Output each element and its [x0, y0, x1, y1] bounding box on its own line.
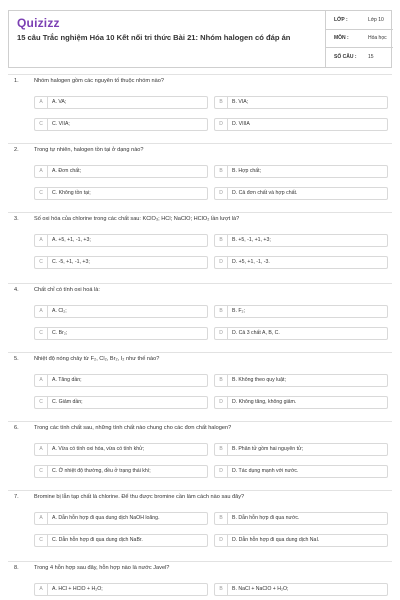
question-divider: [8, 490, 392, 491]
option-letter: C: [35, 119, 48, 130]
option-letter: A: [35, 235, 48, 246]
meta-value: Hóa học: [368, 35, 387, 41]
question-number: 5.: [14, 356, 19, 362]
option-letter: A: [35, 584, 48, 595]
meta-label: SỐ CÂU :: [334, 54, 357, 60]
option-letter: D: [215, 257, 228, 268]
option-text: A. Vừa có tính oxi hóa, vừa có tính khử;: [52, 446, 145, 452]
option-letter: A: [35, 375, 48, 386]
question-number: 3.: [14, 216, 19, 222]
question-text: Trong các tính chất sau, những tính chất nào chung cho các đơn chất halogen?: [34, 425, 232, 431]
question-number: 2.: [14, 147, 19, 153]
option-text: D. VIIIA: [232, 121, 250, 127]
answer-option-b[interactable]: [214, 165, 388, 178]
question-divider: [8, 212, 392, 213]
question-divider: [8, 143, 392, 144]
answer-option-c[interactable]: [34, 327, 208, 340]
option-letter: B: [215, 306, 228, 317]
question-number: 8.: [14, 565, 19, 571]
option-text: D. Cả 3 chất A, B, C.: [232, 330, 280, 336]
option-text: D. Dẫn hỗn hợp đi qua dung dịch NaI.: [232, 537, 320, 543]
answer-option-a[interactable]: [34, 234, 208, 247]
option-letter: A: [35, 513, 48, 524]
option-text: C. Không tồn tại;: [52, 190, 91, 196]
option-letter: D: [215, 119, 228, 130]
question-text: Trong tự nhiên, halogen tồn tại ở dạng nào?: [34, 147, 144, 153]
option-letter: C: [35, 535, 48, 546]
option-letter: D: [215, 188, 228, 199]
meta-value: 15: [368, 54, 374, 60]
option-text: C. Giảm dần;: [52, 399, 83, 405]
answer-option-c[interactable]: [34, 187, 208, 200]
option-text: A. HCl + HClO + H₂O;: [52, 586, 103, 592]
option-letter: D: [215, 535, 228, 546]
option-text: A. Dẫn hỗn hợp đi qua dung dịch NaOH loãng.: [52, 515, 160, 521]
question-divider: [8, 561, 392, 562]
answer-option-d[interactable]: [214, 118, 388, 131]
option-text: D. +5, +1, -1, -3.: [232, 259, 270, 265]
question-text: Bromine bị lẫn tạp chất là chlorine. Để thu được bromine cần làm cách nào sau đây?: [34, 494, 245, 500]
answer-option-d[interactable]: [214, 396, 388, 409]
option-letter: B: [215, 513, 228, 524]
question-divider: [8, 421, 392, 422]
option-letter: A: [35, 166, 48, 177]
answer-option-a[interactable]: [34, 583, 208, 596]
question-number: 7.: [14, 494, 19, 500]
question-number: 4.: [14, 287, 19, 293]
option-letter: C: [35, 328, 48, 339]
answer-option-b[interactable]: [214, 234, 388, 247]
answer-option-c[interactable]: [34, 534, 208, 547]
option-letter: D: [215, 397, 228, 408]
option-letter: D: [215, 466, 228, 477]
question-divider: [8, 352, 392, 353]
option-letter: A: [35, 306, 48, 317]
option-text: D. Tác dụng mạnh với nước.: [232, 468, 299, 474]
meta-label: LỚP :: [334, 17, 348, 23]
meta-value: Lớp 10: [368, 17, 384, 23]
option-letter: C: [35, 466, 48, 477]
meta-row-grade: [326, 11, 393, 30]
option-text: B. Dẫn hỗn hợp đi qua nước.: [232, 515, 300, 521]
answer-option-a[interactable]: [34, 374, 208, 387]
option-letter: C: [35, 257, 48, 268]
meta-panel: [325, 11, 393, 67]
worksheet-header: [8, 10, 392, 68]
option-text: C. Br₂;: [52, 330, 68, 336]
option-text: D. Cả đơn chất và hợp chất.: [232, 190, 298, 196]
answer-option-b[interactable]: [214, 443, 388, 456]
answer-option-b[interactable]: [214, 583, 388, 596]
answer-option-d[interactable]: [214, 327, 388, 340]
answer-option-d[interactable]: [214, 534, 388, 547]
answer-option-a[interactable]: [34, 443, 208, 456]
option-text: B. Hợp chất;: [232, 168, 262, 174]
option-text: A. Đơn chất;: [52, 168, 82, 174]
answer-option-b[interactable]: [214, 512, 388, 525]
meta-row-subject: [326, 29, 393, 48]
answer-option-a[interactable]: [34, 305, 208, 318]
question-text: Nhóm halogen gồm các nguyên tố thuộc nhóm nào?: [34, 78, 164, 84]
option-letter: B: [215, 97, 228, 108]
answer-option-b[interactable]: [214, 374, 388, 387]
option-text: B. VIA;: [232, 99, 249, 105]
answer-option-b[interactable]: [214, 96, 388, 109]
option-text: C. VIIA;: [52, 121, 70, 127]
worksheet-title: 15 câu Trắc nghiệm Hóa 10 Kết nối tri thức Bài 21: Nhóm halogen có đáp án: [17, 33, 291, 42]
answer-option-d[interactable]: [214, 256, 388, 269]
option-text: A. +5, +1, -1, +3;: [52, 237, 91, 243]
answer-option-a[interactable]: [34, 96, 208, 109]
option-text: C. Ở nhiệt độ thường, đều ở trạng thái khí;: [52, 468, 151, 474]
answer-option-b[interactable]: [214, 305, 388, 318]
answer-option-c[interactable]: [34, 465, 208, 478]
question-number: 6.: [14, 425, 19, 431]
option-text: B. Phân tử gồm hai nguyên tử;: [232, 446, 303, 452]
question-divider: [8, 74, 392, 75]
question-text: Nhiệt độ nóng chảy từ F₂, Cl₂, Br₂, I₂ như thế nào?: [34, 356, 160, 362]
question-text: Số oxi hóa của chlorine trong các chất sau: KClO₃; HCl; NaClO; HClO₂ lần lượt là?: [34, 216, 240, 222]
option-letter: A: [35, 444, 48, 455]
answer-option-c[interactable]: [34, 256, 208, 269]
option-letter: A: [35, 97, 48, 108]
option-letter: B: [215, 166, 228, 177]
option-letter: B: [215, 235, 228, 246]
option-text: B. F₂;: [232, 308, 245, 314]
option-text: B. NaCl + NaClO + H₂O;: [232, 586, 289, 592]
option-text: C. -5, +1, -1, +3;: [52, 259, 90, 265]
option-letter: B: [215, 375, 228, 386]
option-letter: B: [215, 584, 228, 595]
brand-logo: Quizizz: [17, 16, 60, 30]
option-letter: D: [215, 328, 228, 339]
question-text: Chất chỉ có tính oxi hoá là:: [34, 287, 100, 293]
answer-option-a[interactable]: [34, 165, 208, 178]
answer-option-c[interactable]: [34, 118, 208, 131]
option-text: D. Không tăng, không giảm.: [232, 399, 297, 405]
meta-label: MÔN :: [334, 35, 349, 41]
option-text: B. Không theo quy luật;: [232, 377, 286, 383]
option-text: A. Tăng dần;: [52, 377, 82, 383]
meta-row-question-count: [326, 48, 393, 66]
option-letter: C: [35, 188, 48, 199]
option-text: B. +5, -1, +1, +3;: [232, 237, 271, 243]
option-text: A. VA;: [52, 99, 67, 105]
answer-option-d[interactable]: [214, 187, 388, 200]
option-text: A. Cl₂;: [52, 308, 67, 314]
option-letter: C: [35, 397, 48, 408]
question-text: Trong 4 hỗn hợp sau đây, hỗn hợp nào là nước Javel?: [34, 565, 170, 571]
option-text: C. Dẫn hỗn hợp đi qua dung dịch NaBr.: [52, 537, 143, 543]
answer-option-d[interactable]: [214, 465, 388, 478]
answer-option-a[interactable]: [34, 512, 208, 525]
question-number: 1.: [14, 78, 19, 84]
option-letter: B: [215, 444, 228, 455]
question-divider: [8, 283, 392, 284]
answer-option-c[interactable]: [34, 396, 208, 409]
